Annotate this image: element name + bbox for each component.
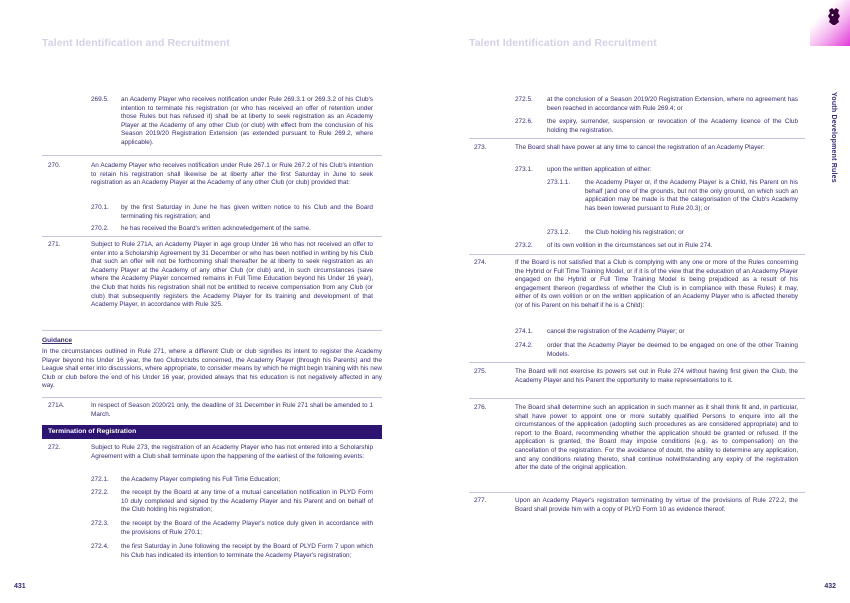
rule-273-2-number: 273.2. bbox=[515, 242, 533, 249]
rule-270-1-text: by the first Saturday in June he has given written notice to his Club and the Board terminating his registration; and bbox=[121, 204, 373, 220]
rule-277-text: Upon an Academy Player's registration terminating by virtue of the provisions of Rule 272.2, the Board shall provide him with a copy of PLYD Form 10 as evidence thereof. bbox=[515, 497, 798, 513]
rule-272-5-number: 272.5. bbox=[515, 96, 533, 103]
logo-tab bbox=[810, 0, 850, 46]
rule-274-1-text: cancel the registration of the Academy Player; or bbox=[547, 328, 685, 335]
rule-275-number: 275. bbox=[474, 368, 487, 375]
divider bbox=[42, 236, 382, 237]
rule-271-number: 271. bbox=[48, 241, 61, 248]
rule-271a-text: In respect of Season 2020/21 only, the deadline of 31 December in Rule 271 shall be amended to 1 March. bbox=[91, 402, 373, 418]
premier-league-lion-icon bbox=[826, 8, 842, 26]
rule-275-text: The Board will not exercise its powers set out in Rule 274 without having first given the Club, the Academy Player and his Parent the opportunity to make representations to it. bbox=[515, 368, 798, 384]
rule-273-1-2-number: 273.1.2. bbox=[547, 229, 571, 236]
rule-272-5-text: at the conclusion of a Season 2019/20 Registration Extension, where no agreement has been reached in accordance with Rule 269.4; or bbox=[547, 96, 798, 112]
rule-272-2-number: 272.2. bbox=[91, 489, 109, 496]
divider bbox=[469, 362, 805, 363]
rule-273-1-text: upon the written application of either: bbox=[547, 166, 652, 173]
rule-272-6-text: the expiry, surrender, suspension or revocation of the Academy licence of the Club holding the registration. bbox=[547, 118, 798, 134]
guidance-heading: Guidance bbox=[42, 337, 73, 344]
rule-270-2-text: he has received the Board's written acknowledgement of the same. bbox=[121, 225, 311, 232]
rule-276-text: The Board shall determine such an application in such manner as it shall think fit and, in particular, shall have power to appoint one or more suitably qualified Persons to enquire into all the circumstances of the application (adopting such procedures as are considered appropriate) and to report to the Board, recommending whether the application should be granted or refused. If the application is granted, the Board may impose conditions (e.g. as to compensation) on the cancellation of the registration. For the avoidance of doubt, the ability to determine any application, and any conditions relating thereto, shall continue notwithstanding any expiry of the registration after the date of the original application. bbox=[515, 404, 798, 472]
right-running-title: Talent Identification and Recruitment bbox=[469, 37, 657, 49]
divider bbox=[42, 330, 382, 331]
rule-272-3-text: the receipt by the Board of the Academy Player's notice duly given in accordance with the provisions of Rule 270.1; bbox=[121, 520, 373, 536]
divider bbox=[469, 254, 805, 255]
rule-270-2-number: 270.2. bbox=[91, 225, 109, 232]
rule-274-text: If the Board is not satisfied that a Club is complying with any one or more of the Rules concerning the Hybrid or Full Time Training Model, or if it is of the view that the education of an Academy Player engaged on the Hybrid or Full Time Training Model is being prejudiced as a result of his engagement thereon (regardless of whether the Club is in compliance with these Rules) it may, either of its own volition or on the written application of an Academy Player who is affected thereby (or of his Parent on his behalf if he is a Child): bbox=[515, 259, 798, 309]
rule-272-3-number: 272.3. bbox=[91, 520, 109, 527]
divider bbox=[469, 492, 805, 493]
rule-274-number: 274. bbox=[474, 259, 487, 266]
rule-273-1-1-text: the Academy Player or, if the Academy Player is a Child, his Parent on his behalf (and one of the grounds, but not the only ground, on which such an application may be made is that the categorisation of the Club's Academy has been lowered pursuant to Rule 20.3); or bbox=[585, 179, 798, 212]
rule-276-number: 276. bbox=[474, 404, 487, 411]
rule-272-2-text: the receipt by the Board at any time of a mutual cancellation notification in PLYD Form 10 duly completed and signed by the Academy Player and his Parent and on behalf of the Club holding his registration; bbox=[121, 489, 373, 514]
rule-273-2-text: of its own volition in the circumstances set out in Rule 274. bbox=[547, 242, 713, 249]
rule-272-1-number: 272.1. bbox=[91, 476, 109, 483]
rule-270-text: An Academy Player who receives notification under Rule 267.1 or Rule 267.2 of his Club's intention to retain his registration shall likewise be at liberty after the first Saturday in June to seek registration as an Academy Player at the Academy of any other Club (or club) provided that: bbox=[91, 162, 373, 187]
section-title-bar: Termination of Registration bbox=[42, 425, 382, 439]
rule-270-1-number: 270.1. bbox=[91, 204, 109, 211]
guidance-text: In the circumstances outlined in Rule 271, where a different Club or club signifies its intent to register the Academy Player beyond his Under 16 year, the two Clubs/clubs concerned, the Academy Player (through his Parents) and the League shall enter into discussions, where appropriate, to consider means by which he might begin training with his new Club or club before the end of his Under 16 year, provided always that his education is not negatively affected in any way. bbox=[42, 348, 382, 390]
rule-271a-number: 271A. bbox=[48, 402, 65, 409]
rule-272-4-number: 272.4. bbox=[91, 543, 109, 550]
left-running-title: Talent Identification and Recruitment bbox=[42, 37, 230, 49]
rule-273-text: The Board shall have power at any time to cancel the registration of an Academy Player: bbox=[515, 144, 765, 151]
rule-272-text: Subject to Rule 273, the registration of an Academy Player who has not entered into a Scholarship Agreement with a Club shall terminate upon the happening of the earliest of the following events: bbox=[91, 444, 373, 460]
divider bbox=[469, 398, 805, 399]
rule-270-number: 270. bbox=[48, 162, 61, 169]
left-page-number: 431 bbox=[14, 583, 26, 590]
rule-269-5-text: an Academy Player who receives notification under Rule 269.3.1 or 269.3.2 of his Club's intention to terminate his registration (or who has received an offer of retention under those Rules but has refused it) shall be at liberty to seek registration as an Academy Player at the Academy of any other Club (or club) with effect from the conclusion of his Season 2019/20 Registration Extension (as extended pursuant to Rule 269.2, where applicable). bbox=[121, 96, 373, 146]
rule-274-2-text: order that the Academy Player be deemed to be engaged on one of the other Training Models. bbox=[547, 342, 798, 358]
rule-269-5-number: 269.5. bbox=[91, 96, 109, 103]
rule-274-2-number: 274.2. bbox=[515, 342, 533, 349]
rule-272-1-text: the Academy Player completing his Full Time Education; bbox=[121, 476, 281, 483]
rule-273-1-2-text: the Club holding his registration; or bbox=[585, 229, 684, 236]
rule-274-1-number: 274.1. bbox=[515, 328, 533, 335]
rule-277-number: 277. bbox=[474, 497, 487, 504]
divider bbox=[469, 138, 805, 139]
rule-273-1-number: 273.1. bbox=[515, 166, 533, 173]
divider bbox=[42, 155, 382, 156]
rule-272-4-text: the first Saturday in June following the receipt by the Board of PLYD Form 7 upon which his Club has indicated its intention to terminate the Academy Player's registration; bbox=[121, 543, 373, 559]
divider bbox=[42, 397, 382, 398]
rule-272-6-number: 272.6. bbox=[515, 118, 533, 125]
side-section-label: Youth Development Rules bbox=[830, 92, 837, 183]
rule-273-1-1-number: 273.1.1. bbox=[547, 179, 571, 186]
rule-273-number: 273. bbox=[474, 144, 487, 151]
right-page bbox=[425, 0, 850, 603]
right-page-number: 432 bbox=[824, 583, 836, 590]
rule-272-number: 272. bbox=[48, 444, 61, 451]
rule-271-text: Subject to Rule 271A, an Academy Player in age group Under 16 who has not received an offer to enter into a Scholarship Agreement by 31 December or who has been notified in writing by his Club that such an offer will not be forthcoming shall thereafter be at liberty to seek registration as an Academy Player at the Academy of any other Club (or club) and, in such circumstances (save where the Academy Player concerned remains in Full Time Education beyond his Under 16 year), the Club that holds his registration shall not be entitled to receive compensation from any Club (or club) that subsequently registers the Academy Player for its training and development of that Academy Player, in accordance with Rule 325. bbox=[91, 241, 373, 309]
